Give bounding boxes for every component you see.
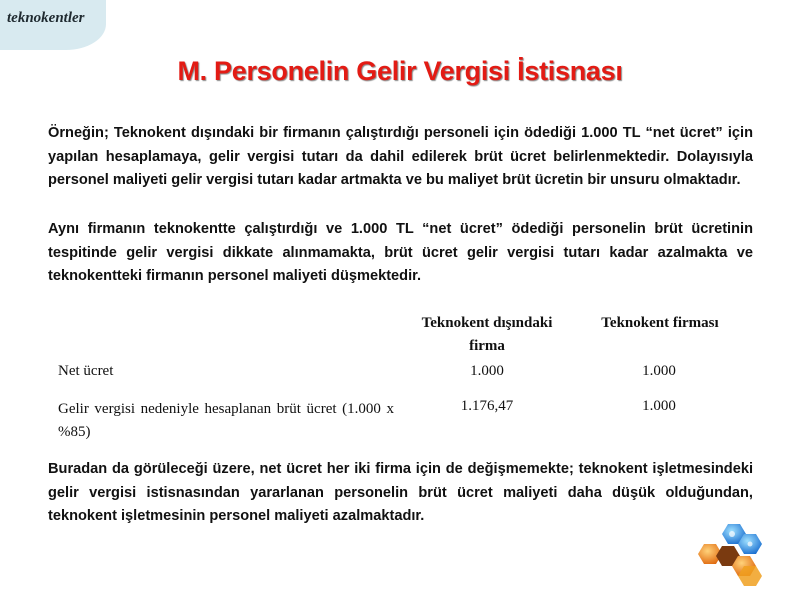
- row2-value-teknokent: 1.000: [642, 398, 676, 414]
- row2-label: Gelir vergisi nedeniyle hesaplanan brüt ücret (1.000 x %85): [58, 401, 394, 440]
- page-title: M. Personelin Gelir Vergisi İstisnası: [177, 56, 623, 86]
- table-header-outside: Teknokent dışındaki firma: [421, 315, 553, 354]
- row1-label: Net ücret: [58, 363, 114, 379]
- row1-value-teknokent: 1.000: [642, 363, 676, 379]
- section-tag: [0, 0, 106, 50]
- row2-value-outside: 1.176,47: [460, 398, 514, 414]
- section-tag-label: teknokentler: [7, 10, 85, 26]
- teknokent-emblem-icon: [694, 520, 766, 588]
- paragraph-3: Buradan da görüleceği üzere, net ücret her iki firma için de değişmemekte; teknokent işletmesindeki gelir vergisi istisnasından yararlanan personelin brüt ücret maliyeti daha düşük olduğundan, teknokent işletmesinin personel maliyeti azalmaktadır.: [48, 461, 753, 525]
- paragraph-2: Aynı firmanın teknokentte çalıştırdığı ve 1.000 TL “net ücret” ödediği personelin brüt ücretinin tespitinde gelir vergisi dikkate alınmamakta, brüt ücret gelir vergisi tutarı kadar azalmakta ve teknokentteki firmanın personel maliyeti düşmektedir.: [48, 221, 753, 285]
- table-header-teknokent: Teknokent firması: [601, 315, 719, 331]
- paragraph-1: Örneğin; Teknokent dışındaki bir firmanın çalıştırdığı personeli için ödediği 1.000 TL “net ücret” için yapılan hesaplamaya, gelir vergisi tutarı da dahil edilerek brüt ücret belirlenmektedir. Dolayısıyla personel maliyeti gelir vergisi tutarı kadar artmakta ve bu maliyet brüt ücretin bir unsuru olmaktadır.: [48, 125, 753, 189]
- row1-value-outside: 1.000: [470, 363, 504, 379]
